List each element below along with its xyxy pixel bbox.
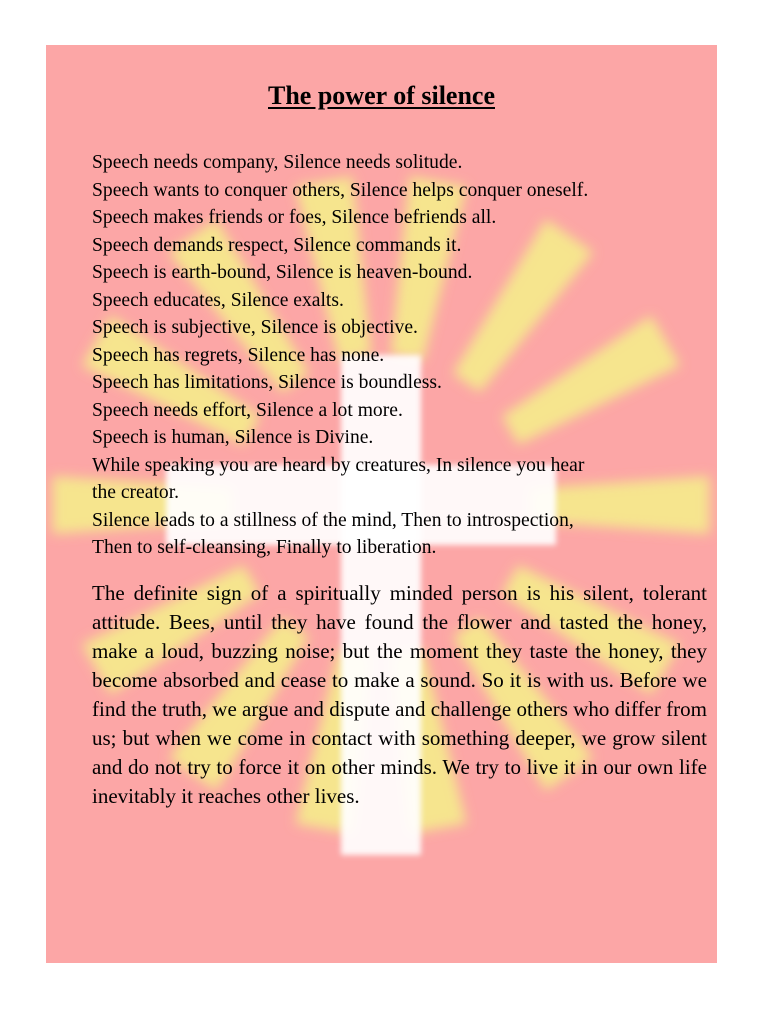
poem-line: Speech makes friends or foes, Silence befriends all. xyxy=(92,207,497,228)
poem-line: Speech is subjective, Silence is objective. xyxy=(92,317,418,338)
poem-line: Speech has limitations, Silence is boundless. xyxy=(92,372,442,393)
poem-line: Speech needs company, Silence needs solitude. xyxy=(92,152,463,173)
page-title: The power of silence xyxy=(268,81,495,110)
poem-line: While speaking you are heard by creatures, In silence you hear xyxy=(92,454,585,476)
poem-lines xyxy=(92,149,717,562)
document-page xyxy=(46,45,717,963)
poem-line: the creator. xyxy=(92,482,180,503)
poem-line: Speech educates, Silence exalts. xyxy=(92,289,344,311)
poem-line: Speech has regrets, Silence has none. xyxy=(92,344,385,366)
poem-line: Speech demands respect, Silence commands it. xyxy=(92,234,462,256)
poem-line: Then to self-cleansing, Finally to liberation. xyxy=(92,537,437,558)
poem-line: Speech is human, Silence is Divine. xyxy=(92,427,374,448)
poem-line: Speech needs effort, Silence a lot more. xyxy=(92,399,403,421)
poem-line: Speech wants to conquer others, Silence helps conquer oneself. xyxy=(92,179,589,201)
poem-line: Silence leads to a stillness of the mind, Then to introspection, xyxy=(92,509,574,531)
poem-line: Speech is earth-bound, Silence is heaven-bound. xyxy=(92,262,473,283)
body-paragraph: The definite sign of a spiritually minded person is his silent, tolerant attitude. Bees, until they have found the flower and tasted the honey, make a loud, buzzing noise; but the moment they taste the honey, they become absorbed and cease to make a sound. So it is with us. Before we find the truth, we argue and dispute and challenge others who differ from us; but when we come in contact with something deeper, we grow silent and do not try to force it on other minds. We try to live it in our own life inevitably it reaches other lives. xyxy=(92,581,707,808)
